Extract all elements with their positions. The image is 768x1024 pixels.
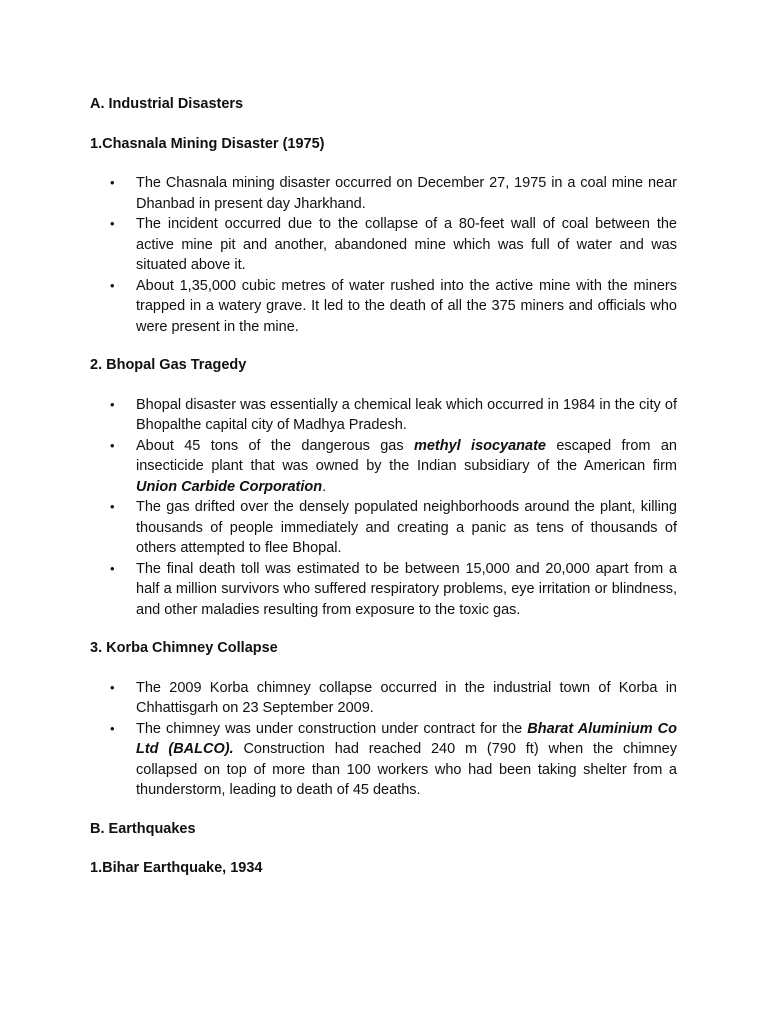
text-segment: Construction had reached 240 m (790 ft) when the chimney collapsed on top of more than 100 workers who had been taking shelter from a thunderstorm, leading to death of 45 deaths. (136, 741, 677, 798)
text-segment: . (322, 478, 327, 495)
text-segment: escaped from an insecticide plant that was owned by the Indian subsidiary of the American firm (136, 437, 677, 474)
text-segment: About 45 tons of the dangerous gas (136, 437, 414, 454)
list-item: • The Chasnala mining disaster occurred on December 27, 1975 in a coal mine near Dhanbad in present day Jharkhand. (90, 173, 677, 214)
chasnala-list (90, 173, 677, 337)
bhopal-heading: 2. Bhopal Gas Tragedy (90, 357, 247, 373)
list-item: • About 1,35,000 cubic metres of water rushed into the active mine with the miners trapped in a watery grave. It led to the death of all the 375 miners and officials who were present in the mine. (90, 276, 677, 338)
company-name: Bharat Aluminium Co Ltd (BALCO). (136, 720, 677, 757)
bihar-heading: 1.Bihar Earthquake, 1934 (90, 860, 263, 876)
list-item: • The final death toll was estimated to be between 15,000 and 20,000 apart from a half a million survivors who suffered respiratory problems, eye irritation or blindness, and other maladies resulting from exposure to the toxic gas. (90, 559, 677, 621)
korba-list (90, 678, 677, 801)
text-segment: The chimney was under construction under contract for the (136, 720, 528, 737)
list-item: • The incident occurred due to the collapse of a 80-feet wall of coal between the active mine pit and another, abandoned mine which was full of water and was situated above it. (90, 214, 677, 276)
korba-heading: 3. Korba Chimney Collapse (90, 640, 278, 656)
list-item: • The 2009 Korba chimney collapse occurred in the industrial town of Korba in Chhattisgarh on 23 September 2009. (90, 678, 677, 719)
list-item: • Bhopal disaster was essentially a chemical leak which occurred in 1984 in the city of Bhopalthe capital city of Madhya Pradesh. (90, 395, 677, 436)
list-item (90, 436, 677, 498)
section-a-heading: A. Industrial Disasters (90, 96, 244, 112)
company-name: Union Carbide Corporation (136, 478, 323, 495)
list-item (90, 719, 677, 801)
section-b-heading: B. Earthquakes (90, 820, 196, 837)
bhopal-list (90, 395, 677, 621)
chasnala-heading: 1.Chasnala Mining Disaster (1975) (90, 135, 325, 152)
list-item: • The gas drifted over the densely populated neighborhoods around the plant, killing thousands of people immediately and creating a panic as tens of thousands of others attempted to flee Bhopal. (90, 497, 677, 559)
gas-name: methyl isocyanate (413, 437, 547, 454)
